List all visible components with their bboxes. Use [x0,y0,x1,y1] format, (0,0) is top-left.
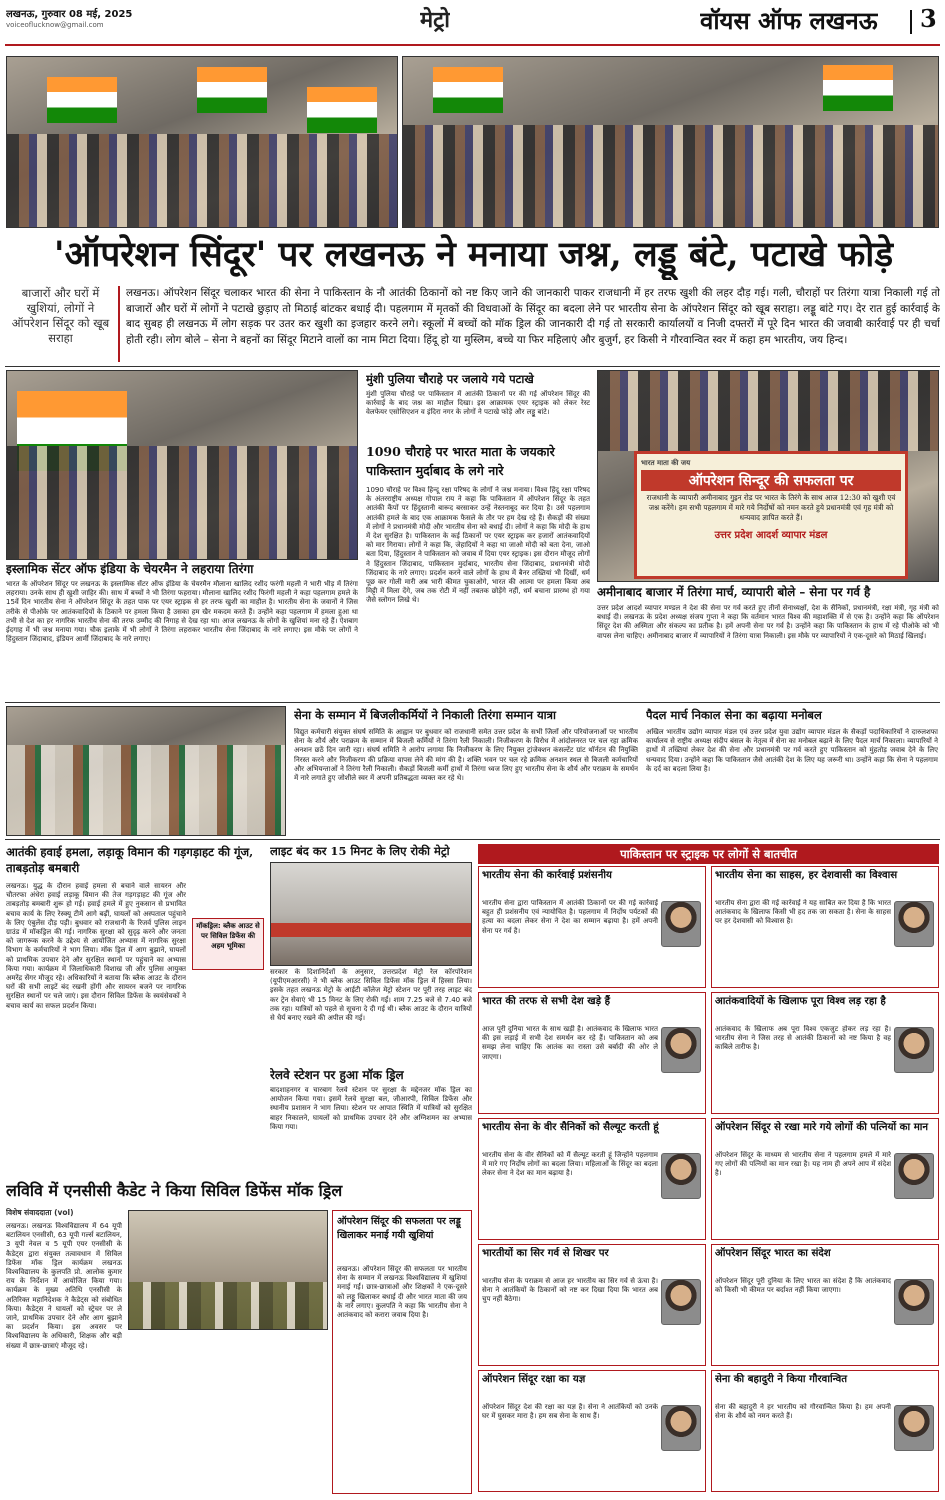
talk-item [711,1244,939,1366]
talk-item [478,1370,706,1492]
talk-item-body: ऑपरेशन सिंदूर पूरी दुनिया के लिए भारत का संदेश है कि आतंकवाद को किसी भी कीमत पर बर्दाश्त नहीं किया जाएगा। [715,1277,891,1295]
attack-title: आतंकी हवाई हमला, लड़ाकू विमान की गड़गड़ाहट की गूंज, ताबड़तोड़ बमबारी [6,845,254,875]
masthead-section: मेट्रो [420,7,450,33]
talk-item-portrait [894,1153,934,1199]
talk-item-portrait [661,1153,701,1199]
masthead-email: voiceoflucknow@gmail.com [6,21,104,29]
talk-item-body: ऑपरेशन सिंदूर देश की रक्षा का यज्ञ है। सेना ने आतंकियों को उनके घर में घुसकर मारा है। हम सब सेना के साथ हैं। [482,1403,658,1421]
talk-item-body: भारतीय सेना के वीर सैनिकों को मैं सैल्यूट करती हूं जिन्होंने पहलगाम में मारे गए निर्दोष लोगों का बदला लिया। महिलाओं के सिंदूर का बदला लेकर सेना ने देश का मान बढ़ाया है। [482,1151,658,1178]
rule-1 [5,366,940,367]
talk-item-title: ऑपरेशन सिंदूर से रखा मारे गये लोगों की पत्नियों का मान [715,1121,929,1133]
banner-org: उत्तर प्रदेश आदर्श व्यापार मंडल [714,530,828,541]
metro-body: सरकार के दिशानिर्देशों के अनुसार, उत्तरप्रदेश मेट्रो रेल कॉरपोरेशन (यूपीएमआरसी) ने भी ब्लैक आउट सिविल डिफेंस मॉक ड्रिल में हिस्सा लिया। इसके तहत लखनऊ मेट्रो के आईटी कॉलेज मेट्रो स्टेशन पर पूरी तरह लाइट बंद कर ट्रेन सेवाएं भी 15 मिनट के लिए रोकी गईं। शाम 7.25 बजे से 7.40 बजे तक रहा। यात्रियों को पहले से सूचना दे दी गई थी। ब्लैक आउट के दौरान यात्रियों से धैर्य बनाए रखने की अपील की गई। [270,968,472,1023]
talk-item-portrait [661,1027,701,1073]
aminabad-title: अमीनाबाद बाजार में तिरंगा मार्च, व्यापारी बोले – सेना पर गर्व है [597,585,871,599]
talk-item-title: भारतीय सेना की कार्रवाई प्रशंसनीय [482,869,612,881]
banner-body: राजधानी के व्यापारी अमीनाबाद गुइन रोड पर भारत के तिरंगे के साथ आज 12:30 को खुशी एवं जश्न करेंगे। हम सभी पहलगाम में मारे गये निर्दोषों को नमन करते हुये प्रधानमंत्री एवं गृह मंत्री को धन्यवाद ज्ञापित करते हैं। [646,493,896,522]
ncc-body: लखनऊ। लखनऊ विश्वविद्यालय में 64 यूपी बटालियन एनसीसी, 63 यूपी गर्ल्स बटालियन, 3 यूपी नेवल व 5 यूपी एयर एनसीसी के कैडेट्स द्वारा संयुक्त तत्वावधान में सिविल डिफेंस मॉक ड्रिल कार्यक्रम लखनऊ विश्वविद्यालय के कुलपति प्रो. आलोक कुमार राय के निर्देशन में आयोजित किया गया। कार्यक्रम के मुख्य अतिथि एनसीसी के अतिरिक्त महानिदेशक ने कैडेट्स को संबोधित किया। कैडेट्स ने घायलों को स्ट्रेचर पर ले जाने, प्राथमिक उपचार देने और आग बुझाने का प्रदर्शन किया। इस अवसर पर विश्वविद्यालय के अधिकारी, शिक्षक और बड़ी संख्या में छात्र-छात्राएं मौजूद रहे। [6,1222,122,1350]
talk-item [478,866,706,988]
bijli-title: सेना के सम्मान में बिजलीकर्मियों ने निकाली तिरंगा सम्मान यात्रा [294,708,556,722]
talk-item-portrait [894,1279,934,1325]
talk-item-title: ऑपरेशन सिंदूर भारत का संदेश [715,1247,831,1259]
talk-item-title: भारतीय सेना के वीर सैनिकों को सैल्यूट करती हूं [482,1121,659,1133]
ncc-side-title: ऑपरेशन सिंदूर की सफलता पर लड्डू खिलाकर मनाई गयी खुशियां [337,1216,461,1241]
munshi-title: मुंशी पुलिया चौराहे पर जलाये गये पटाखे [366,372,534,386]
talk-item [478,992,706,1114]
metro-photo [270,862,472,966]
metro-sub-title: रेलवे स्टेशन पर हुआ मॉक ड्रिल [270,1068,404,1082]
lead-headline: 'ऑपरेशन सिंदूर' पर लखनऊ ने मनाया जश्न, लड्डू बंटे, पटाखे फोड़े [53,234,894,275]
talk-grid [478,866,939,1496]
talk-item-portrait [661,901,701,947]
banner-top: भारत माता की जय [641,458,691,467]
rule-3 [5,839,940,840]
islamic-caption: इस्लामिक सेंटर ऑफ इंडिया के चेयरमैन ने लहराया तिरंगा [6,562,254,576]
ncc-col-2 [128,1334,328,1494]
aminabad-body: उत्तर प्रदेश आदर्श व्यापार मण्डल ने देश की सेना पर गर्व करते हुए तीनों सेनाध्यक्षों, देश के सैनिकों, प्रधानमंत्री, रक्षा मंत्री, गृह मंत्री को बधाई दी। लखनऊ के प्रदेश अध्यक्ष संजय गुप्ता ने कहा कि वर्तमान भारत विश्व की महाशक्ति में से एक है। उन्होंने कहा कि ऑपरेशन सिंदूर देश की अस्मिता और संकल्प का प्रतीक है। हमें अपनी सेना पर गर्व है। उन्होंने कहा कि पाकिस्तान के हाथ में रहे पीओके को भी वापस लेना चाहिए। अमीनाबाद बाजार में व्यापारियों ने तिरंगा यात्रा निकाली। इस मौके पर व्यापारियों ने एक-दूसरे को मिठाई खिलाई। [597,604,939,640]
masthead-date: लखनऊ, गुरुवार 08 मई, 2025 [6,9,133,20]
ncc-byline: विशेष संवाददाता (vol) [6,1208,74,1217]
talk-item-title: भारत की तरफ से सभी देश खड़े हैं [482,995,610,1007]
talk-item-body: भारतीय सेना द्वारा की गई कार्रवाई ने यह साबित कर दिया है कि भारत आतंकवाद के खिलाफ किसी भी हद तक जा सकता है। सेना के साहस पर हर देशवासी को विश्वास है। [715,899,891,926]
ncc-title: लविवि में एनसीसी कैडेट ने किया सिविल डिफेंस मॉक ड्रिल [6,1181,343,1200]
talk-item-title: ऑपरेशन सिंदूर रक्षा का यज्ञ [482,1373,586,1385]
ncc-side-box [332,1210,472,1494]
attack-body: लखनऊ। युद्ध के दौरान हवाई हमला से बचाने वाले सायरन और चौतरफा अंधेरा हवाई लड़ाकू विमान की तेज गड़गड़ाहट की गूंज और ताबड़तोड़ बमबारी शुरू हो गई। हवाई हमले में हुए नुकसान से प्रभावित बचाव कार्य के लिए रेस्क्यू टीमें आगे बढ़ीं, घायलों को अस्पताल पहुंचाने के लिए एंबुलेंस दौड़ पड़ी। बुधवार को राजधानी के रिजर्व पुलिस लाइन ग्राउंड में मॉकड्रिल की गई। नागरिक सुरक्षा को सुदृढ़ करने और जनता को जागरूक करने के उद्देश्य से आयोजित अभ्यास में नागरिक सुरक्षा विभाग के कर्मचारियों ने भाग लिया। मॉक ड्रिल में आग बुझाने, घायलों को प्राथमिक उपचार देने और सुरक्षित स्थानों पर पहुंचाने का अभ्यास किया गया। कार्यक्रम में जिलाधिकारी विशाख जी और पुलिस आयुक्त अमरेंद्र सेंगर मौजूद रहे। अधिकारियों ने बताया कि ब्लैक आउट के दौरान घरों की सभी लाइटें बंद रखनी होंगी और सायरन बजने पर नागरिक सुरक्षित स्थानों पर चले जाएं। इस दौरान सिविल डिफेंस के स्वयंसेवकों ने बचाव कार्य का सफल प्रदर्शन किया। [6,882,186,1010]
talk-item [478,1118,706,1240]
talk-item [711,992,939,1114]
talk-item-portrait [661,1279,701,1325]
rule-2 [5,702,940,703]
banner-title: ऑपरेशन सिन्दूर की सफलता पर [641,470,901,491]
talk-item-body: आज पूरी दुनिया भारत के साथ खड़ी है। आतंकवाद के खिलाफ भारत की इस लड़ाई में सभी देश समर्थन कर रहे हैं। पाकिस्तान को अब समझ लेना चाहिए कि आतंक का रास्ता उसे बर्बादी की ओर ले जाएगा। [482,1025,658,1061]
talk-item [711,1370,939,1492]
talk-item-title: भारतीय सेना का साहस, हर देशवासी का विश्वास [715,869,898,881]
talk-item-body: सेना की बहादुरी ने हर भारतीय को गौरवान्वित किया है। हम अपनी सेना के शौर्य को नमन करते हैं। [715,1403,891,1421]
talk-item-body: भारतीय सेना द्वारा पाकिस्तान में आतंकी ठिकानों पर की गई कार्रवाई बहुत ही प्रशंसनीय एवं न्यायोचित है। पहलगाम में निर्दोष पर्यटकों की हत्या का बदला लेकर सेना ने देश का सम्मान बढ़ाया है। हमें अपनी सेना पर गर्व है। [482,899,658,935]
metro-title: लाइट बंद कर 15 मिनट के लिए रोकी मेट्रो [270,844,450,858]
top-photo-right [402,56,939,228]
lead-body: लखनऊ। ऑपरेशन सिंदूर चलाकर भारत की सेना ने पाकिस्तान के नौ आतंकी ठिकानों को नष्ट किए जाने की जानकारी पाकर राजधानी में हर तरफ खुशी की लहर दौड़ गई। गली, चौराहों पर तिरंगा यात्रा निकाली गई तो बाजारों और घरों में लोगों ने पटाखे छुड़ाए तो मिठाई बांटकर बधाई दी। पहलगाम में मृतकों की विधवाओं के सिंदूर का बदला लेने पर भारतीय सेना के ऑपरेशन सिंदूर को खूब सराहा। लड्डू बांटे गए। देर रात हुई कार्रवाई के बाद सुबह ही लखनऊ में लोग सड़क पर उतर कर खुशी का इजहार करने लगे। स्कूलों में बच्चों को मॉक ड्रिल की जानकारी दी गई तो सरकारी कार्यालयों व निजी दफ्तरों में पूरे दिन भारत की जवाबी कार्रवाई पर ही चर्चा होती रही। लोग बोले – सेना ने बहनों का सिंदूर मिटाने वालों का नाम मिटा दिया। हिंदू हो या मुस्लिम, बच्चे या फिर महिलाएं और बुजुर्ग, हर किसी ने गौरवान्वित स्वर में कहा हम भारतीय, जय हिन्द। [126,287,940,346]
masthead-rule [5,44,940,46]
islamic-photo [6,370,358,560]
bijli-body: विद्युत कर्मचारी संयुक्त संघर्ष समिति के आह्वान पर बुधवार को राजधानी समेत उत्तर प्रदेश के सभी जिलों और परियोजनाओं पर भारतीय सेना के शौर्य और पराक्रम के सम्मान में बिजली कर्मियों ने तिरंगा रैली निकाली। निजीकरण के विरोध में आंदोलनरत पर चल रहा क्रमिक अनशन छठें दिन जारी रहा। संघर्ष समिति ने आरोप लगाया कि निजीकरण के लिए नियुक्त ट्रांजेक्शन कंसल्टेंट ग्रांट थॉर्नटन की नियुक्ति निरस्त करने और निजीकरण की प्रक्रिया वापस लेने की मांग की है। शक्ति भवन पर चल रहे क्रमिक अनशन स्थल से बिजली कर्मचारियों और अभियन्ताओं ने तिरंगा रैली निकाली। सैकड़ों बिजली कर्मी हाथों में तिरंगा ध्वज लिए हुए भारतीय सेना के शौर्य और पराक्रम के समर्थन में नारे लगाते हुए जोशीले स्वर में अपनी प्रतिबद्धता व्यक्त कर रहे थे। [294,728,638,783]
attack-callout: मॉकड्रिल: ब्लैक आउट से पर सिविल डिफेंस की अहम भूमिका [192,918,264,970]
talk-item-body: भारतीय सेना के पराक्रम से आज हर भारतीय का सिर गर्व से ऊंचा है। सेना ने आतंकियों के ठिकानों को नष्ट कर दिखा दिया कि भारत अब चुप नहीं बैठेगा। [482,1277,658,1304]
bijli-photo [6,706,286,836]
lead-sidebar: बाजारों और घरों में खुशियां, लोगों ने ऑपरेशन सिंदूर को खूब सराहा [11,286,110,345]
masthead-divider [910,10,912,34]
munshi-sub-body: 1090 चौराहे पर विश्व हिन्दू रक्षा परिषद के लोगों ने जश्न मनाया। विश्व हिंदू रक्षा परिषद के अंतरराष्ट्रीय अध्यक्ष गोपाल राय ने कहा कि पाकिस्तान में ऑपरेशन सिंदूर के तहत आतंकी कैंपों पर हिंदुस्तानी बारूद बरसाकर उन्हें नेस्तनाबूद कर दिया है। उसे पहलगाम आतंकी हमले के बाद एक आक्रामक फैसले के तौर पर हम देख रहे हैं। सैकड़ों की संख्या में लोगों ने प्रधानमंत्री मोदी और भारतीय सेना को बधाई दी। लोगों ने कहा कि मोदी के हाथ में देश सुरक्षित है। पाकिस्तान के कई ठिकानों पर एयर स्ट्राइक कर हजारों आतंकवादियों को मार गिराया। लोगों ने कहा कि, जेहादियों ने कहा था जाओ मोदी को बता देना, जाओ बता दिया, हिंदुस्तान ने पाकिस्तान को जवाब में दिया एयर स्ट्राइक। इस दौरान मौजूद लोगों ने हिंदुस्तान जिंदाबाद, पाकिस्तान मुर्दाबाद, भारतीय सेना जिंदाबाद, प्रधानमंत्री मोदी जिंदाबाद के नारे लगाए। प्रदर्शन करने वाले लोगों के हाथ में बैनर तख्तियां भी दिखीं, धर्म पूछ कर गोली मारी अब भारी कीमत चुकाओगे, भारत की आत्मा पर हमला किया अब मिट्टी में मिला देंगे, जब तक रोटी में नहीं तबतक छोड़ेंगे नहीं, धर्म बचाना प्रारम्भ हो गया जैसे स्लोगन लिखे थे। [366,486,590,605]
ncc-side-body: लखनऊ। ऑपरेशन सिंदूर की सफलता पर भारतीय सेना के सम्मान में लखनऊ विश्वविद्यालय में खुशियां मनाई गईं। छात्र-छात्राओं और शिक्षकों ने एक-दूसरे को लड्डू खिलाकर बधाई दी और भारत माता की जय के नारे लगाए। कुलपति ने कहा कि भारतीय सेना ने आतंकवाद को करारा जवाब दिया है। [337,1265,467,1320]
islamic-body: भारत के ऑपरेशन सिंदूर पर लखनऊ के इस्लामिक सेंटर ऑफ इंडिया के चेयरमैन मौलाना खालिद रशीद फरंगी महली ने भारी भीड़ में तिरंगा लहराया। उनके साथ ही खुशी जाहिर की। साथ में बच्चों ने भी तिरंगा फहराया। मौलाना खालिद रशीद फिरंगी महली ने कहा पहलगाम हमले के 15वें दिन भारतीय सेना ने ऑपरेशन सिंदूर के तहत पाक पर एयर स्ट्राइक से हर तरफ खुशी का माहौल है। भारतीय सेना के जवानों ने जिस तरीके से पीओके पर आतंकवादियों के ठिकाने पर हमला किया है उसका हम खैर मकदम करते हैं। उन्होंने कहा पहलगाम में हमला हुआ था तभी से देश का हर नागरिक भारतीय सेना की तरफ उम्मीद की निगाह से देख रहा था। आज लखनऊ के लोगों के खुशियां मना रहे हैं। ऐशबाग ईदगाह में भी जश्न मनाया गया। चौक इलाके में भी लोगों ने तिरंगा लहराकर भारतीय सेना जिंदाबाद के नारे लगाए। इस मौके पर लोगों ने हिंदुस्तान जिंदाबाद, इंडियन आर्मी जिंदाबाद के नारे लगाए। [6,580,358,644]
lead-sidebar-rule [118,286,120,362]
talk-item-portrait [894,901,934,947]
metro-sub-body: बादशाहनगर व चारबाग रेलवे स्टेशन पर सुरक्षा के मद्देनजर मॉक ड्रिल का आयोजन किया गया। इसमें रेलवे सुरक्षा बल, जीआरपी, सिविल डिफेंस और स्थानीय प्रशासन ने भाग लिया। स्टेशन पर आपात स्थिति में यात्रियों को सुरक्षित बाहर निकालने, घायलों को प्राथमिक उपचार देने और अग्निशमन का अभ्यास किया गया। [270,1086,472,1131]
talk-header: पाकिस्तान पर स्ट्राइक पर लोगों से बातचीत [478,844,939,864]
paidal-title: पैदल मार्च निकाल सेना का बढ़ाया मनोबल [646,708,822,722]
talk-item [711,1118,939,1240]
talk-item-title: आतंकवादियों के खिलाफ पूरा विश्व लड़ रहा है [715,995,886,1007]
talk-item [711,866,939,988]
paidal-body: अखिल भारतीय उद्योग व्यापार मंडल एवं उत्तर प्रदेश युवा उद्योग व्यापार मंडल के सैकड़ों पदाधिकारियों ने दारुलशफा कार्यालय से राष्ट्रीय अध्यक्ष संदीप बंसल के नेतृत्व में सेना का मनोबल बढ़ाने के लिए पैदल मार्च निकाला। व्यापारियों ने हाथों में तख्तियां लेकर देश की सेना और प्रधानमंत्री पर गर्व करते हुए पाकिस्तान को मुंहतोड़ जवाब देने के लिए धन्यवाद दिया। उन्होंने कहा कि पाकिस्तान जैसे आतंकी देश के लिए यह जरूरी था। उन्होंने कहा कि सेना ने पहलगाम के दर्द का बदला लिया है। [646,728,938,773]
talk-item-body: ऑपरेशन सिंदूर के माध्यम से भारतीय सेना ने पहलगाम हमले में मारे गए लोगों की पत्नियों का मान रखा है। यह नाम ही अपने आप में संदेश है। [715,1151,891,1178]
talk-item-title: सेना की बहादुरी ने किया गौरवान्वित [715,1373,848,1385]
top-photo-left [6,56,398,228]
aminabad-photo [597,370,939,582]
munshi-body: मुंशी पुलिया चौराहे पर पाकिस्तान में आतंकी ठिकानों पर की गई ऑपरेशन सिंदूर की कार्रवाई के बाद जश्न का माहौल दिखा। इस आक्रामक एयर स्ट्राइक को लेकर रेस्ट वेलफेयर एसोसिएशन व इंदिरा नगर के लोगों ने पटाखे फोड़े और लड्डू बांटे। [366,390,590,417]
munshi-sub-title: 1090 चौराहे पर भारत माता के जयकारे पाकिस्तान मुर्दाबाद के लगे नारे [366,444,555,478]
masthead-paper-name: वॉयस ऑफ लखनऊ [700,6,878,35]
masthead [0,0,945,54]
ncc-photo [128,1210,328,1330]
talk-item [478,1244,706,1366]
talk-item-portrait [894,1405,934,1451]
masthead-page-number: 3 [920,4,937,33]
talk-item-title: भारतीयों का सिर गर्व से शिखर पर [482,1247,609,1259]
talk-item-body: आतंकवाद के खिलाफ अब पूरा विश्व एकजुट होकर लड़ रहा है। भारतीय सेना ने जिस तरह से आतंकी ठिकानों को नष्ट किया है वह काबिले तारीफ है। [715,1025,891,1052]
aminabad-banner [634,451,908,579]
talk-item-portrait [661,1405,701,1451]
talk-item-portrait [894,1027,934,1073]
